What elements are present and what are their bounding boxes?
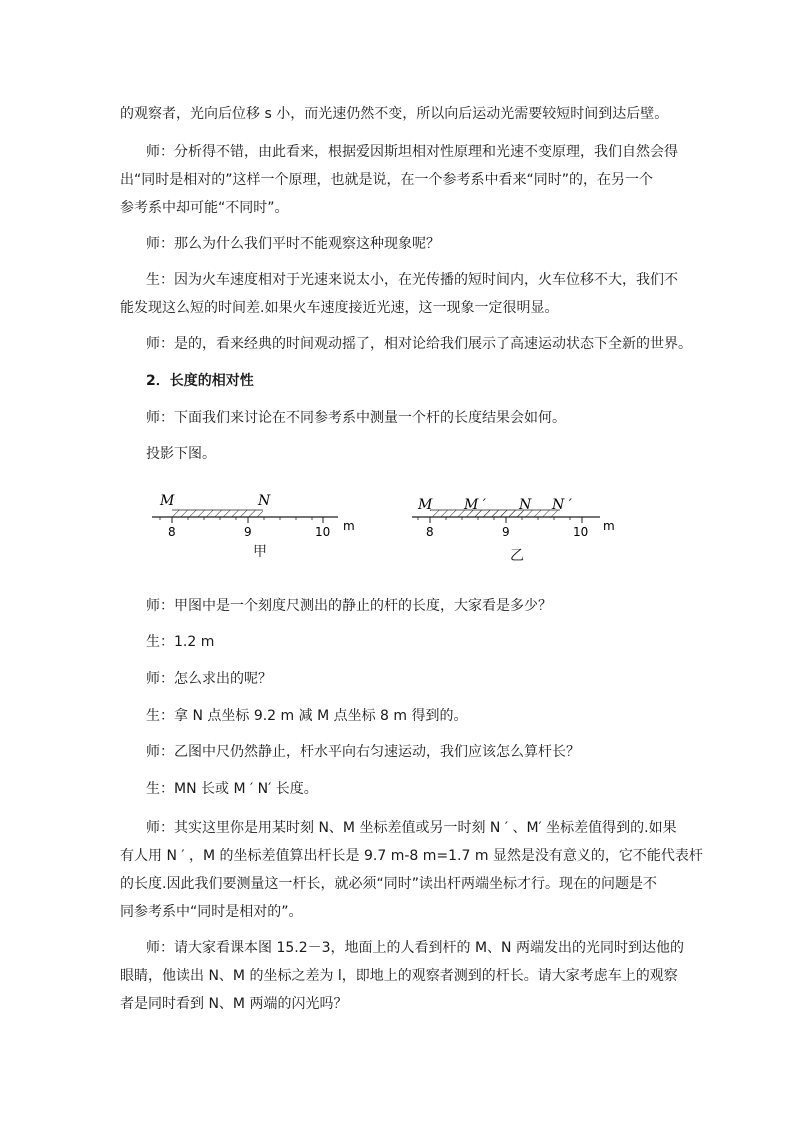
paragraph-12: 师：乙图中尺仍然静止，杆水平向右匀速运动，我们应该怎么算杆长？ (146, 744, 580, 760)
tick-label-8: 8 (168, 525, 176, 539)
tick-label-9: 9 (244, 525, 252, 539)
label-N: N (519, 497, 532, 513)
paragraph-9: 生：1.2 m (146, 634, 215, 650)
rod-a (172, 510, 263, 517)
tick-label-10: 10 (315, 525, 331, 539)
tick-label-9: 9 (502, 525, 510, 539)
label-N-prime: N ′ (552, 497, 572, 513)
paragraph-4-cont: 能发现这么短的时间差.如果火车速度接近光速，这一现象一定很明显。 (120, 300, 559, 316)
paragraph-3: 师：那么为什么我们平时不能观察这种现象呢？ (146, 236, 440, 252)
paragraph-11: 生：拿 N 点坐标 9.2 m 减 M 点坐标 8 m 得到的。 (146, 708, 468, 724)
unit-label: m (603, 519, 615, 533)
tick-label-8: 8 (426, 525, 434, 539)
label-M-prime: M ′ (464, 497, 486, 513)
paragraph-1: 的观察者，光向后位移 s 小，而光速仍然不变，所以向后运动光需要较短时间到达后壁。 (120, 106, 669, 122)
figure-jia-caption: 甲 (253, 544, 267, 560)
paragraph-2-cont: 出“同时是相对的”这样一个原理，也就是说，在一个参考系中看来“同时”的，在另一个 参考系中却可能“不同时”。 (120, 172, 654, 216)
section-heading: 2．长度的相对性 (146, 373, 254, 389)
label-M: M (418, 497, 433, 513)
paragraph-4: 生：因为火车速度相对于光速来说太小，在光传播的短时间内，火车位移不大，我们不 (146, 272, 678, 288)
paragraph-5: 师：是的，看来经典的时间观动摇了，相对论给我们展示了高速运动状态下全新的世界。 (146, 336, 692, 352)
paragraph-10: 师：怎么求出的呢？ (146, 671, 272, 687)
paragraph-13: 生：MN 长或 M ′ N′ 长度。 (146, 781, 318, 797)
figure-yi-caption: 乙 (510, 548, 524, 564)
paragraph-8: 师：甲图中是一个刻度尺测出的静止的杆的长度，大家看是多少？ (146, 598, 552, 614)
paragraph-7: 投影下图。 (146, 446, 216, 462)
paragraph-14-cont: 有人用 N ′ ，M 的坐标差值算出杆长是 9.7 m-8 m=1.7 m 显然是没有意义的，它不能代表杆 的长度.因此我们要测量这一杆长，就必须“同时”读出杆两端坐标才行。现在的问题是不 同参考系中“同时是相对的”。 (120, 848, 703, 920)
paragraph-15: 师：请大家看课本图 15.2－3，地面上的人看到杆的 M、N 两端发出的光同时到达他的 (146, 940, 684, 956)
label-N: N (258, 493, 271, 509)
paragraph-15-cont: 眼睛，他读出 N、M 的坐标之差为 l，即地上的观察者测到的杆长。请大家考虑车上的观察 者是同时看到 N、M 两端的闪光吗？ (120, 968, 678, 1012)
paragraph-2: 师：分析得不错，由此看来，根据爱因斯坦相对性原理和光速不变原理，我们自然会得 (146, 144, 678, 160)
paragraph-6: 师：下面我们来讨论在不同参考系中测量一个杆的长度结果会如何。 (146, 410, 566, 426)
label-M: M (160, 493, 175, 509)
tick-label-10: 10 (573, 525, 589, 539)
unit-label: m (343, 519, 355, 533)
paragraph-14: 师：其实这里你是用某时刻 N、M 坐标差值或另一时刻 N ′ 、M′ 坐标差值得到的.如果 (146, 820, 677, 836)
